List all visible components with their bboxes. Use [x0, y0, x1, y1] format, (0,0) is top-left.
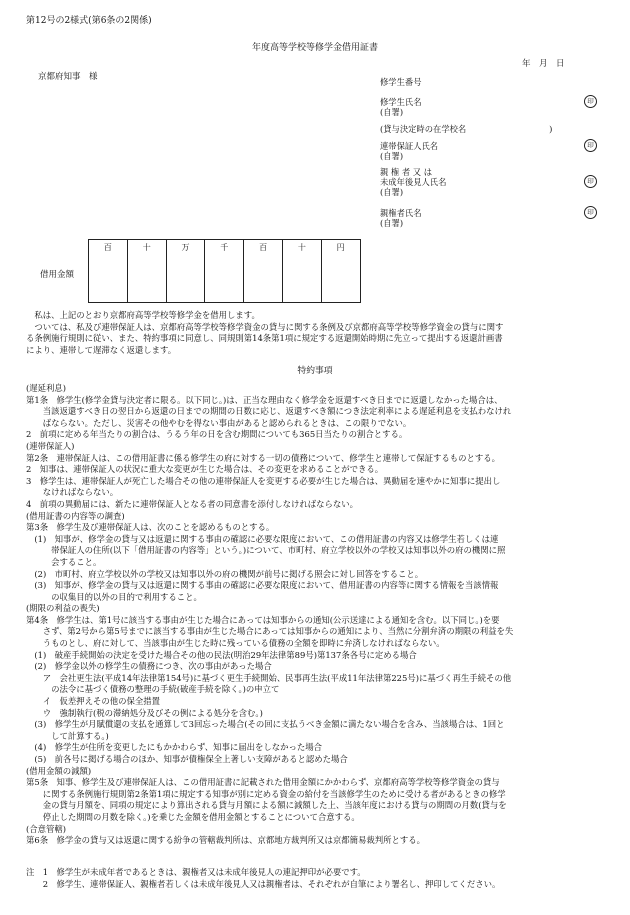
terms-line: の法令に基づく債務の整理の手続(破産手続を除く。)の申立て — [26, 684, 280, 695]
terms-line: さず、第2号から第5号までに該当する事由が生じた場合にあっては知事からの通知により、当然に分割弁済の期限の利益を失 — [26, 626, 514, 637]
terms-line: 帯保証人の住所(以下「借用証書の内容等」という。)について、市町村、府立学校以外の学校又は知事以外の府の機関に照 — [26, 545, 506, 556]
parent-signature-note: (自署) — [380, 218, 404, 228]
student-signature-note: (自署) — [380, 107, 404, 117]
terms-line: に関する条例施行規則第2条第1項に規定する知事が別に定める資金の給付を当該修学生のために受ける者があるときの修学 — [26, 788, 506, 799]
amount-cell[interactable] — [166, 240, 205, 303]
terms-line: 第5条 知事、修学生及び連帯保証人は、この借用証書に記載された借用金額にかかわらず、京都府高等学校等修学資金の貸与 — [26, 777, 500, 788]
unit-label: 千 — [220, 243, 229, 252]
parent-seal: 印 — [584, 206, 597, 219]
terms-line: 2 知事は、連帯保証人の状況に重大な変更が生じた場合は、その変更を求めることができる。 — [26, 464, 384, 475]
guarantor-seal: 印 — [584, 139, 597, 152]
loan-amount-label: 借用金額 — [40, 270, 75, 280]
terms-line: ウ 強制執行(税の滞納処分及びその例による処分を含む。) — [26, 707, 263, 718]
intro-line: により、連帯して遅滞なく返還します。 — [26, 344, 177, 355]
amount-cell[interactable] — [127, 240, 166, 303]
terms-line: 4 前項の異動届には、新たに連帯保証人となる者の同意書を添付しなければならない。 — [26, 498, 358, 509]
terms-line: して計算する。) — [26, 730, 109, 741]
school-name-label: (貸与決定時の在学校名 ) — [380, 124, 553, 134]
terms-line: 第4条 修学生は、第1号に該当する事由が生じた場合にあっては知事からの通知(公示送達による通知を含む。以下同じ。)を要 — [26, 614, 500, 625]
form-number: 第12号の2様式(第6条の2関係) — [26, 16, 152, 26]
guardian-name-label: 未成年後見人氏名 — [380, 177, 447, 187]
unit-label: 十 — [297, 243, 306, 252]
terms-line: 2 前項に定める年当たりの割合は、うるう年の日を含む期間についても365日当たりの割合とする。 — [26, 429, 408, 440]
document-title: 年度高等学校等修学金借用証書 — [251, 43, 378, 53]
guarantor-name-label: 連帯保証人氏名 — [380, 141, 439, 151]
terms-line: 第1条 修学生(修学金貸与決定者に限る。以下同じ。)は、正当な理由なく修学金を返還すべき日までに返還しなかった場合は、 — [26, 394, 503, 405]
student-seal: 印 — [584, 95, 597, 108]
terms-line: (2) 修学金以外の修学生の債務につき、次の事由があった場合 — [26, 661, 272, 672]
amount-cell[interactable] — [89, 240, 128, 303]
terms-line: 当該返還すべき日の翌日から返還の日までの期間の日数に応じ、返還すべき額につき法定利率による遅延利息を支払わなけれ — [26, 406, 512, 417]
parent-or-guardian-label: 親 権 者 又 は — [380, 167, 433, 177]
terms-line: (1) 知事が、修学金の貸与又は返還に関する事由の確認に必要な限度において、この借用証書の内容又は修学生若しくは連 — [26, 533, 499, 544]
terms-line: (3) 知事が、修学金の貸与又は返還に関する事由の確認に必要な限度において、借用証書の内容等に関する情報を当該情報 — [26, 580, 499, 591]
intro-line: 私は、上記のとおり京都府高等学校等修学金を借用します。 — [26, 310, 260, 320]
intro-paragraph — [26, 310, 612, 356]
terms-line: (2) 市町村、府立学校以外の学校又は知事以外の府の機関が前号に掲げる照会に対し回答をすること。 — [26, 568, 424, 579]
terms-line: (連帯保証人) — [26, 440, 75, 451]
terms-line: (期限の利益の喪失) — [26, 603, 100, 614]
loan-amount-table — [88, 239, 361, 303]
special-terms-heading: 特約事項 — [297, 366, 333, 376]
parent-name-label: 親権者氏名 — [380, 208, 422, 218]
terms-line: 金の貸与月額を、同項の規定により算出される貸与月額による額に減額した上、当該年度における貸与の期間の月数(貸与を — [26, 800, 507, 811]
terms-line: (3) 修学生が月賦償還の支払を通算して3回忘った場合(その回に支払うべき金額に満たない場合を含み、当該場合は、1回と — [26, 719, 505, 730]
unit-label: 十 — [142, 243, 151, 252]
terms-line: の収集目的以外の目的で利用すること。 — [26, 591, 202, 602]
amount-cell[interactable] — [282, 240, 321, 303]
unit-label: 円 — [336, 243, 345, 252]
terms-line: 第2条 連帯保証人は、この借用証書に係る修学生の府に対する一切の債務について、修学生と連帯して保証するものとする。 — [26, 452, 500, 463]
amount-cell[interactable] — [244, 240, 283, 303]
terms-line: 会すること。 — [26, 556, 102, 567]
terms-line: (5) 前各号に掲げる場合のほか、知事が債権保全上著しい支障があると認めた場合 — [26, 754, 348, 764]
amount-cell[interactable] — [205, 240, 244, 303]
guardian-seal: 印 — [584, 175, 597, 188]
intro-line: る条例施行規則に従い、また、特約事項に同意し、同規則第14条第1項に規定する返還開始時期に先立って提出する返還計画書 — [26, 333, 503, 344]
addressee: 京都府知事 様 — [38, 72, 98, 82]
terms-line: (借用証書の内容等の調査) — [26, 510, 125, 521]
student-number-label: 修学生番号 — [380, 77, 422, 87]
terms-line: 3 修学生は、連帯保証人が死亡した場合その他の連帯保証人を変更する必要が生じた場合は、異動届を速やかに知事に提出し — [26, 475, 501, 486]
terms-line: うものとし、府に対して、当該事由が生じた時に残っている債務の全額を即時に弁済しなければならない。 — [26, 638, 445, 649]
terms-line: (借用金額の減額) — [26, 765, 92, 776]
notes-block — [26, 867, 612, 890]
terms-line: ばならない。ただし、災害その他やむを得ない事由があると認められるときは、この限りでない。 — [26, 417, 412, 428]
terms-line: イ 仮差押えその他の保全措置 — [26, 696, 160, 707]
terms-line: (4) 修学生が住所を変更したにもかかわらず、知事に届出をしなかった場合 — [26, 742, 322, 753]
terms-line: なければならない。 — [26, 487, 119, 498]
note-line: 2 修学生、連帯保証人、親権者若しくは未成年後見人又は親権者は、それぞれが自筆により署名し、押印してください。 — [26, 878, 501, 889]
terms-line: (合意管轄) — [26, 823, 67, 834]
special-terms-body — [26, 383, 612, 847]
terms-line: 停止した期間の月数を除く。)を乗じた金額を借用金額とすることについて合意する。 — [26, 811, 360, 822]
note-line: 注 1 修学生が未成年者であるときは、親権者又は未成年後見人の連記押印が必要です。 — [26, 867, 366, 877]
guardian-signature-note: (自署) — [380, 187, 404, 197]
student-name-label: 修学生氏名 — [380, 97, 422, 107]
date-line: 年 月 日 — [522, 59, 565, 69]
unit-label: 百 — [259, 243, 268, 252]
guarantor-signature-note: (自署) — [380, 151, 404, 161]
terms-line: 第3条 修学生及び連帯保証人は、次のことを認めるものとする。 — [26, 522, 275, 533]
unit-label: 万 — [181, 243, 190, 252]
terms-line: ア 会社更生法(平成14年法律第154号)に基づく更生手続開始、民事再生法(平成11年法律第225号)に基づく再生手続その他 — [26, 672, 512, 683]
amount-cell[interactable] — [321, 240, 360, 303]
terms-line: 第6条 修学金の貸与又は返還に関する紛争の管轄裁判所は、京都地方裁判所又は京都簡易裁判所とする。 — [26, 835, 425, 846]
unit-label: 百 — [103, 243, 112, 252]
terms-line: (遅延利息) — [26, 383, 67, 393]
terms-line: (1) 破産手続開始の決定を受けた場合その他の民法(明治29年法律第89号)第137条各号に定める場合 — [26, 649, 417, 660]
intro-line: ついては、私及び連帯保証人は、京都府高等学校等修学資金の貸与に関する条例及び京都府高等学校等修学資金の貸与に関す — [26, 321, 504, 332]
